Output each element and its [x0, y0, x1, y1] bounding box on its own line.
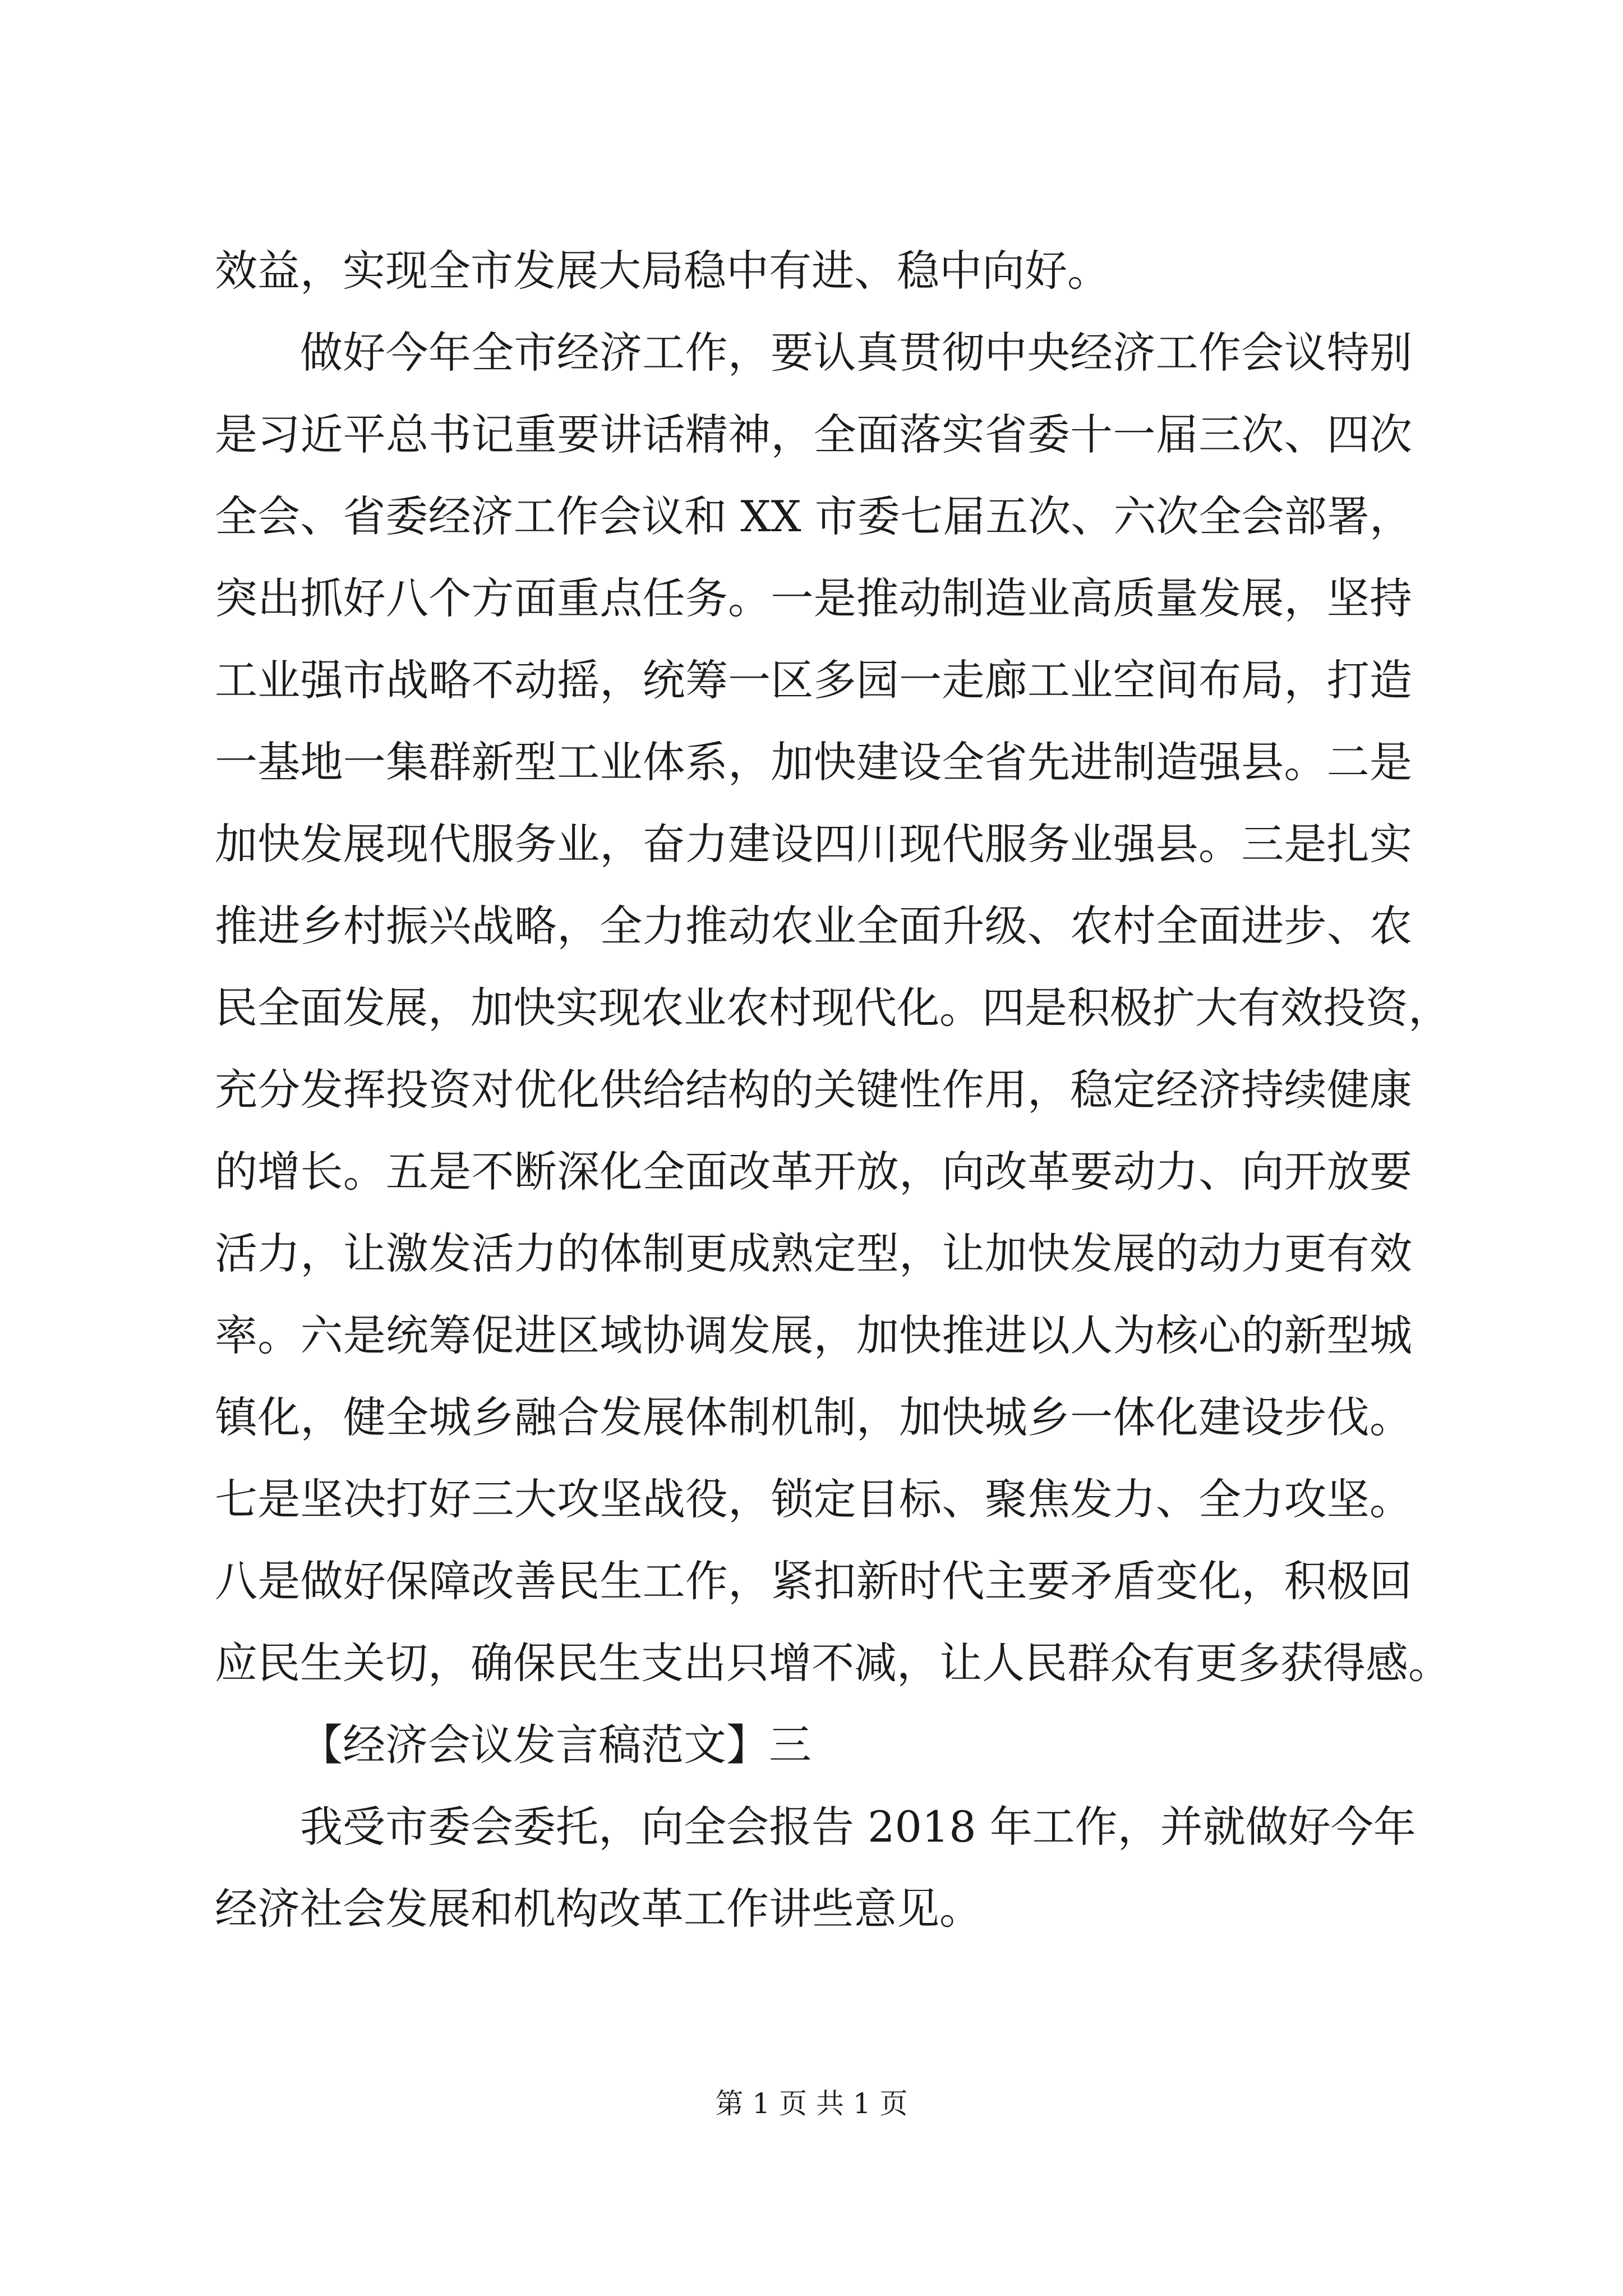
- paragraph: [215, 312, 1451, 1704]
- paragraph-line: 经济社会发展和机构改革工作讲些意见。: [215, 1884, 982, 1934]
- page-footer: 第 1 页 共 1 页: [715, 2087, 908, 2120]
- paragraph-line: 效益，实现全市发展大局稳中有进、稳中向好。: [215, 246, 1110, 296]
- paragraph-line: 八是做好保障改善民生工作，紧扣新时代主要矛盾变化，积极回: [215, 1556, 1412, 1606]
- paragraph-line: 应民生关切，确保民生支出只增不减，让人民群众有更多获得感。: [215, 1638, 1451, 1688]
- paragraph-line: 镇化，健全城乡融合发展体制机制，加快城乡一体化建设步伐。: [215, 1392, 1412, 1442]
- paragraph-line: 我受市委会委托，向全会报告 2018 年工作，并就做好今年: [300, 1802, 1416, 1852]
- paragraph-line: 工业强市战略不动摇，统筹一区多园一走廊工业空间布局，打造: [215, 655, 1412, 705]
- paragraph-line: 一基地一集群新型工业体系，加快建设全省先进制造强县。二是: [215, 737, 1412, 787]
- paragraph: [215, 1704, 1412, 1786]
- paragraph-line: 突出抓好八个方面重点任务。一是推动制造业高质量发展，坚持: [215, 573, 1412, 623]
- document-body: [215, 230, 1451, 1950]
- paragraph: [215, 230, 1412, 312]
- paragraph: [215, 1786, 1416, 1950]
- paragraph-line: 充分发挥投资对优化供给结构的关键性作用，稳定经济持续健康: [215, 1065, 1412, 1115]
- paragraph-line: 加快发展现代服务业，奋力建设四川现代服务业强县。三是扎实: [215, 819, 1412, 869]
- paragraph-line: 是习近平总书记重要讲话精神，全面落实省委十一届三次、四次: [215, 409, 1412, 459]
- paragraph-line: 推进乡村振兴战略，全力推动农业全面升级、农村全面进步、农: [215, 901, 1412, 951]
- paragraph-line: 全会、省委经济工作会议和 XX 市委七届五次、六次全会部署，: [215, 491, 1412, 541]
- paragraph-line: 活力，让激发活力的体制更成熟定型，让加快发展的动力更有效: [215, 1228, 1412, 1278]
- paragraph-line: 率。六是统筹促进区域协调发展，加快推进以人为核心的新型城: [215, 1310, 1412, 1360]
- paragraph-line: 做好今年全市经济工作，要认真贯彻中央经济工作会议特别: [300, 328, 1412, 378]
- paragraph-line: 【经济会议发言稿范文】三: [300, 1720, 811, 1770]
- paragraph-line: 的增长。五是不断深化全面改革开放，向改革要动力、向开放要: [215, 1147, 1412, 1197]
- paragraph-line: 七是坚决打好三大攻坚战役，锁定目标、聚焦发力、全力攻坚。: [215, 1474, 1412, 1524]
- paragraph-line: 民全面发展，加快实现农业农村现代化。四是积极扩大有效投资，: [215, 983, 1451, 1033]
